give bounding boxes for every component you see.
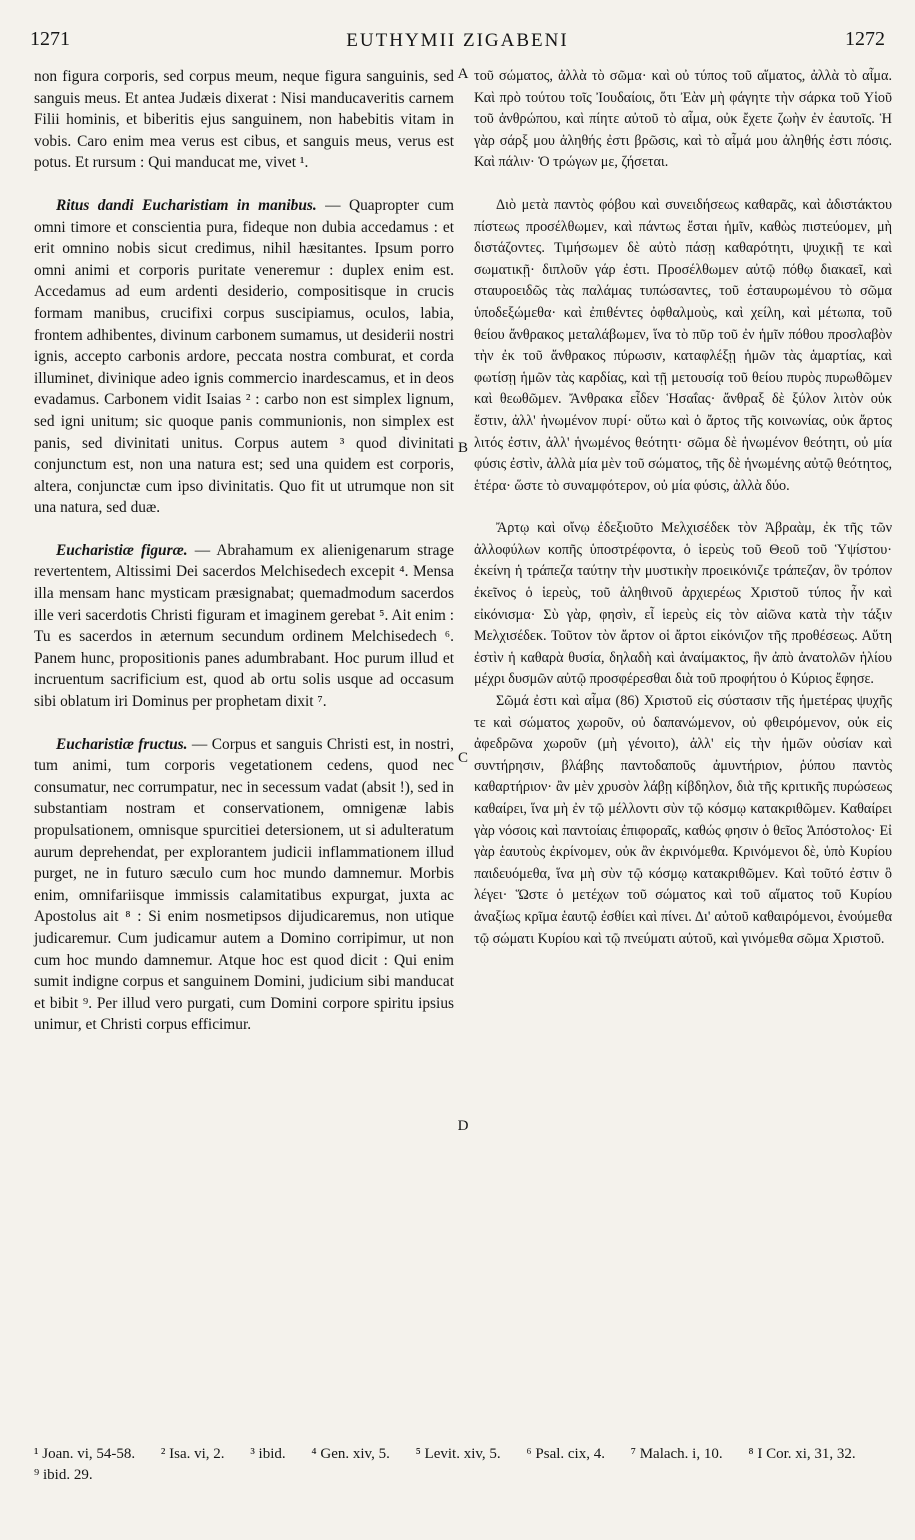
footnote: ⁶ Psal. cix, 4. bbox=[526, 1446, 605, 1462]
latin-column bbox=[34, 66, 454, 1036]
greek-paragraph-4: Σῶμά ἐστι καὶ αἷμα (86) Χριστοῦ εἰς σύστασιν τῆς ἡμετέρας ψυχῆς τε καὶ σώματος χωροῦν, οὐ δαπανώμενον, οὐ φθειρόμενον, οὐκ εἰς ἀφεδρῶνα χωροῦν (μὴ γένοιτο), ἀλλ' εἰς τὴν ἡμῶν οὐσίαν καὶ συντήρησιν, βλάβης παντοδαποῦς ἀμυντήριον, ῥύπου παντὸς καθαρτήριον· ἂν μὲν χρυσὸν λάβῃ κίβδηλον, διὰ τῆς κριτικῆς πυρώσεως καθαίρει, ἵνα μὴ ἐν τῷ μέλλοντι σὺν τῷ κόσμῳ κατακριθῶμεν. Καθαίρει γὰρ νόσοις καὶ παντοίαις ἐπιφοραῖς, καθώς φησιν ὁ θεῖος Ἀπόστολος· Εἰ γὰρ ἑαυτοὺς ἐκρίνομεν, οὐκ ἂν ἐκρινόμεθα. Κρινόμενοι δὲ, ὑπὸ Κυρίου παιδευόμεθα, ἵνα μὴ σὺν τῷ κόσμῳ κατακριθῶμεν. Καὶ τοῦτό ἐστιν ὃ λέγει· Ὥστε ὁ μετέχων τοῦ σώματος καὶ τοῦ αἵματος τοῦ Κυρίου ἀναξίως κρῖμα ἑαυτῷ ἐσθίει καὶ πίνει. Δι' αὐτοῦ καθαιρόμενοι, ἑνούμεθα τῷ σώματι Κυρίου καὶ τῷ πνεύματι αὐτοῦ, καὶ γινόμεθα σῶμα Χριστοῦ. bbox=[474, 693, 892, 947]
margin-marker-d: D bbox=[457, 1118, 469, 1134]
footnote: ⁸ I Cor. xi, 31, 32. bbox=[748, 1446, 856, 1462]
greek-paragraph-1: τοῦ σώματος, ἀλλὰ τὸ σῶμα· καὶ οὐ τύπος τοῦ αἵματος, ἀλλὰ τὸ αἷμα. Καὶ πρὸ τούτου τοῖς Ἰουδαίοις, ὅτι Ἐὰν μὴ φάγητε τὴν σάρκα τοῦ Υἱοῦ τοῦ ἀνθρώπου, καὶ πίητε αὐτοῦ τὸ αἷμα, οὐκ ἔχετε ζωὴν ἐν ἑαυτοῖς. Ἡ γὰρ σάρξ μου ἀληθής ἐστι βρῶσις, καὶ τὸ αἷμά μου ἀληθής ἐστι πόσις. Καὶ πάλιν· Ὁ τρώγων με, ζήσεται. bbox=[474, 68, 892, 171]
greek-paragraph-2: Διὸ μετὰ παντὸς φόβου καὶ συνειδήσεως καθαρᾶς, καὶ ἀδιστάκτου πίστεως προσέλθωμεν, καὶ πάντως ἔσται ἡμῖν, καθὼς πιστεύομεν, μὴ διστάζοντες. Τιμήσωμεν δὲ αὐτὸ πάσῃ καθαρότητι, ψυχικῇ τε καὶ σωματικῇ· διπλοῦν γάρ ἐστι. Προσέλθωμεν αὐτῷ πόθῳ διακαεῖ, καὶ σταυροειδῶς τὰς παλάμας τυπώσαντες, τοῦ ἐσταυρωμένου τὸ σῶμα ὑποδεξώμεθα· καὶ ἐπιθέντες ὀφθαλμοὺς, καὶ χείλη, καὶ μέτωπα, τοῦ θείου ἄνθρακος μεταλάβωμεν, ἵνα τὸ πῦρ τοῦ ἐν ἡμῖν πόθου προσλαβὸν τὴν ἐκ τοῦ ἄνθρακος πύρωσιν, καταφλέξῃ ἡμῶν τὰς ἁμαρτίας, καὶ φωτίσῃ ἡμῶν τὰς καρδίας, καὶ τῇ μετουσίᾳ τοῦ θείου πυρὸς πυρωθῶμεν καὶ θεωθῶμεν. Ἄνθρακα εἶδεν Ἡσαΐας· ἄνθραξ δὲ ξύλον λιτὸν οὐκ ἔστιν, ἀλλ' ἡνωμένον πυρί· οὕτω καὶ ὁ ἄρτος τῆς κοινωνίας, οὐκ ἄρτος λιτός ἐστιν, ἀλλ' ἡνωμένος θεότητι· σῶμα δὲ ἡνωμένον θεότητι, οὐ μία φύσις ἐστὶν, ἀλλὰ μία μὲν τοῦ σώματος, τῆς δὲ ἡνωμένης αὐτῷ θεότητος, ἑτέρα· ὥστε τὸ συναμφότερον, οὐ μία φύσις, ἀλλὰ δύο. bbox=[474, 196, 892, 494]
latin-text-fructus: — Corpus et sanguis Christi est, in nostri, tum animi, tum corporis vegetationem cedens, quod nec consumatur, nec corrumpatur, nec in secessum vadat (absit !), sed in substantiam nostram et conservationem, omnigenæ labis propulsationem, omnisque spurcitiei detersionem, ut si adulteratum aurum deprehendat, per explorantem judicii inflammationem illud purget, ne in futuro sæculo cum hoc mundo damnemur. Morbis enim, omnifariisque immissis calamitatibus expurgat, juxta ac Apostolus ait ⁸ : Si enim nosmetipsos dijudicaremus, non utique judicaremur. Cum judicamur autem a Domino corripimur, ut non cum hoc mundo damnemur. Atque hoc est quod dicit : Qui enim sumit indigne corpus et sanguinem Domini, judicium sibi manducat et bibit ⁹. Per illud vero purgati, cum Domini corpore spiritu ipsius unimur, et Christi corpus efficimur. bbox=[34, 735, 454, 1034]
footnote: ⁷ Malach. i, 10. bbox=[630, 1446, 723, 1462]
footnote: ¹ Joan. vi, 54-58. bbox=[34, 1446, 136, 1462]
page-header bbox=[30, 28, 885, 56]
greek-paragraph-3: Ἄρτῳ καὶ οἴνῳ ἐδεξιοῦτο Μελχισέδεκ τὸν Ἀβραὰμ, ἐκ τῆς τῶν ἀλλοφύλων κοπῆς ὑποστρέφοντα, ὁ ἱερεὺς τοῦ Θεοῦ τοῦ Ὑψίστου· ἐκείνη ἡ τράπεζα ταύτην τὴν μυστικὴν προεικόνιζε τράπεζαν, ὃν τρόπον ἐκεῖνος ὁ ἱερεὺς, τοῦ ἀληθινοῦ ἀρχιερέως Χριστοῦ τύπος ἦν καὶ εἰκόνισμα· Σὺ γὰρ, φησὶν, εἶ ἱερεὺς εἰς τὸν αἰῶνα κατὰ τὴν τάξιν Μελχισέδεκ. Τοῦτον τὸν ἄρτον οἱ ἄρτοι εἰκόνιζον τῆς προθέσεως. Αὕτη ἐστὶν ἡ καθαρὰ θυσία, δηλαδὴ καὶ ἀναίμακτος, ἣν ἀπὸ ἀνατολῶν ἡλίου μέχρι δυσμῶν αὐτῷ προσφέρεσθαι διὰ τοῦ προφήτου ὁ Κύριος ἔφησε. bbox=[474, 520, 892, 688]
latin-heading-ritus: Ritus dandi Eucharistiam in manibus. bbox=[56, 196, 317, 214]
latin-paragraph-1: non figura corporis, sed corpus meum, neque figura sanguinis, sed sanguis meus. Et antea Judæis dixerat : Nisi manducaveritis carnem Filii hominis, et biberitis ejus sanguinem, non habebitis vitam in vobis. Caro enim mea verus est cibus, et sanguis meus, verus est potus. Et rursum : Qui manducat me, vivet ¹. bbox=[34, 68, 454, 172]
latin-text-ritus: — Quapropter cum omni timore et conscientia pura, fideque non dubia accedamus : et erit omnino nobis sicut credimus, nihil hæsitantes. Ipsum porro omni animi et corporis puritate veneremur : duplex enim est. Accedamus ad eum ardenti desiderio, compositisque in crucis formam manibus, crucifixi corpus suscipiamus, oculos, labia, frontem adhibentes, divinum carbonem sumamus, ut desiderii nostri ignis, accepto carbonis ardore, peccata nostra comburat, et corda illuminet, divinique adeo ignis commercio inardescamus, et in deos evadamus. Carbonem vidit Isaias ² : carbo non est simplex lignum, sed igni unitum; sic quoque panis communionis, non simplex est panis, sed divinitati unitus. Corpus autem ³ quod divinitati conjunctum est, non una natura est; sed una quidem est corporis, altera, conjunctæ cum ipso divinitatis. Quo fit ut utrumque non sit una natura, sed duæ. bbox=[34, 196, 454, 517]
footnote: ² Isa. vi, 2. bbox=[160, 1446, 225, 1462]
margin-marker-a: A bbox=[457, 66, 469, 82]
greek-column bbox=[474, 66, 892, 950]
latin-heading-figurae: Eucharistiæ figuræ. bbox=[56, 541, 188, 559]
left-page-number: 1271 bbox=[30, 28, 70, 50]
footnote: ⁴ Gen. xiv, 5. bbox=[311, 1446, 390, 1462]
latin-paragraph-3 bbox=[34, 540, 454, 713]
running-title: EUTHYMII ZIGABENI bbox=[346, 30, 569, 51]
footnotes bbox=[34, 1444, 891, 1486]
latin-text-figurae: — Abrahamum ex alienigenarum strage revertentem, Altissimi Dei sacerdos Melchisedech excepit ⁴. Mensa illa mensam hanc mysticam præsignabat; quemadmodum sacerdos ille veri sacerdotis Christi figuram et imaginem gerebat ⁵. Ait enim : Tu es sacerdos in æternum secundum ordinem Melchisedech ⁶. Panem hunc, propositionis panes adumbrabant. Hoc purum illud et incruentum sacrificium est, quod ab ortu solis usque ad occasum sibi oblatum iri Dominus per prophetam dixit ⁷. bbox=[34, 541, 454, 711]
margin-marker-c: C bbox=[457, 750, 468, 766]
margin-marker-b: B bbox=[457, 440, 468, 456]
latin-paragraph-4 bbox=[34, 734, 454, 1036]
footnote: ³ ibid. bbox=[250, 1446, 286, 1462]
latin-paragraph-2 bbox=[34, 195, 454, 519]
latin-heading-fructus: Eucharistiæ fructus. bbox=[56, 735, 188, 753]
footnote: ⁹ ibid. 29. bbox=[34, 1467, 93, 1483]
right-page-number: 1272 bbox=[845, 28, 885, 50]
footnote: ⁵ Levit. xiv, 5. bbox=[415, 1446, 501, 1462]
